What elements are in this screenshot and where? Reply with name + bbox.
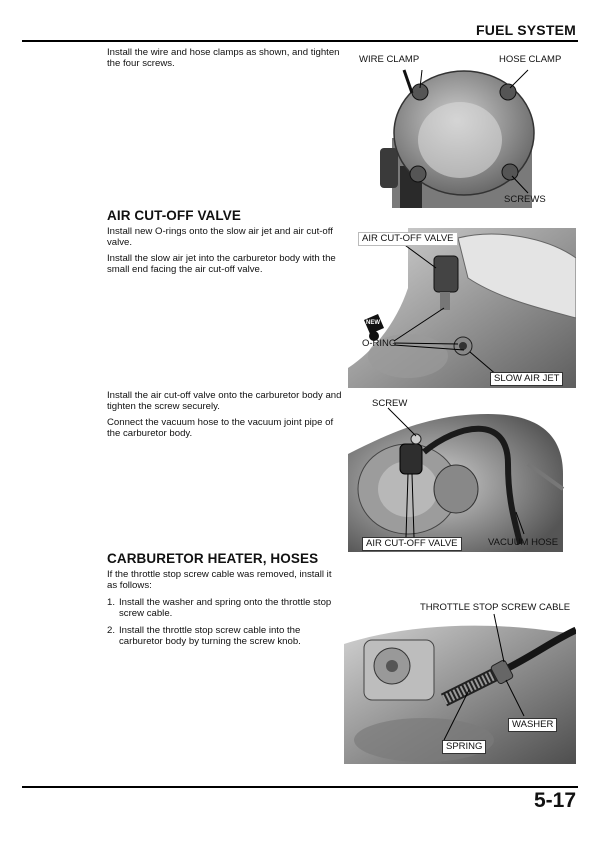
figure-air-cutoff-valve xyxy=(348,228,576,388)
heater-intro: If the throttle stop screw cable was removed, install it as follows: xyxy=(107,569,332,592)
air-cutoff-heading: AIR CUT-OFF VALVE xyxy=(107,208,241,223)
air-cutoff-valve-label: AIR CUT-OFF VALVE xyxy=(358,232,458,246)
section-title: FUEL SYSTEM xyxy=(476,22,576,38)
vacuum-hose-label: VACUUM HOSE xyxy=(488,537,559,548)
screws-label: SCREWS xyxy=(504,194,546,205)
figure-carburetor-cover xyxy=(352,48,576,213)
washer-label: WASHER xyxy=(508,718,557,732)
valve-install-instructions xyxy=(107,390,343,440)
vacuum-hose-illustration xyxy=(348,394,576,552)
figure-vacuum-hose xyxy=(348,394,576,552)
heater-step: 2. Install the throttle stop screw cable into the carburetor body by turning the screw knob. xyxy=(107,624,301,648)
wire-clamp-label: WIRE CLAMP xyxy=(359,54,420,65)
spring-label: SPRING xyxy=(442,740,486,754)
valve-install-step: Install the air cut-off valve onto the carburetor body and tighten the screw securely. xyxy=(107,390,342,413)
throttle-stop-screw-cable-label: THROTTLE STOP SCREW CABLE xyxy=(420,602,571,613)
new-badge: NEW xyxy=(366,320,380,326)
heater-step: 1. Install the washer and spring onto the throttle stop screw cable. xyxy=(107,596,332,620)
intro-text: Install the wire and hose clamps as shown, and tighten the four screws. xyxy=(107,47,340,70)
air-cutoff-step-jet: Install the slow air jet into the carburetor body with the small end facing the air cut-off valve. xyxy=(107,252,336,276)
vacuum-hose-step: Connect the vacuum hose to the vacuum joint pipe of the carburetor body. xyxy=(107,416,334,440)
air-cutoff-step-oring: Install new O-rings onto the slow air jet and air cut-off valve. xyxy=(107,226,333,249)
hose-clamp-label: HOSE CLAMP xyxy=(499,54,562,65)
heater-steps xyxy=(107,597,343,648)
header-divider xyxy=(22,40,578,42)
figure-throttle-cable xyxy=(344,600,576,764)
screw-label: SCREW xyxy=(372,398,408,409)
heater-heading: CARBURETOR HEATER, HOSES xyxy=(107,551,319,566)
page-number: 5-17 xyxy=(533,789,576,812)
air-cutoff-instructions xyxy=(107,226,343,276)
air-cutoff-valve-label-2: AIR CUT-OFF VALVE xyxy=(362,537,462,551)
intro-paragraph xyxy=(107,47,343,70)
heater-instructions xyxy=(107,569,343,652)
o-ring-label: O-RING xyxy=(362,338,397,349)
carburetor-cover-illustration xyxy=(352,48,576,213)
footer-divider xyxy=(22,786,578,788)
air-cutoff-valve-illustration xyxy=(348,228,576,388)
slow-air-jet-label: SLOW AIR JET xyxy=(490,372,563,386)
